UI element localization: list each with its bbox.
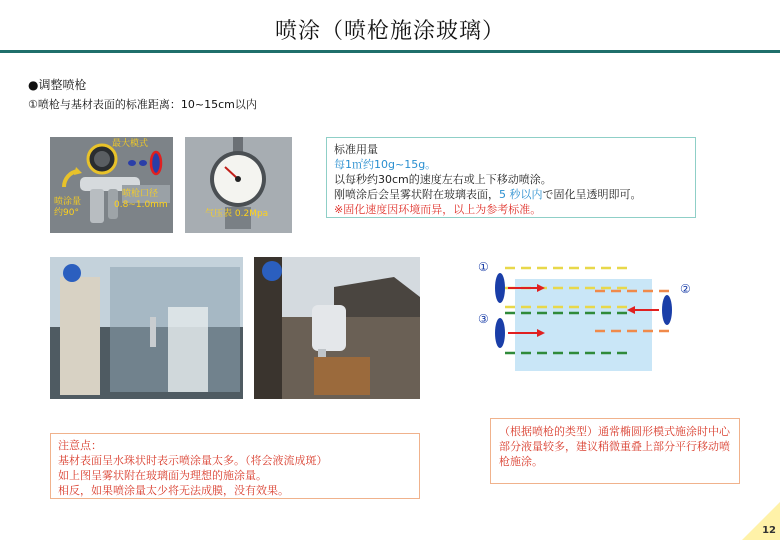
label-pressure: 气压表 0.2Mpa (205, 209, 269, 219)
spec-amount: 每1㎡约10g~15g。 (334, 158, 437, 171)
notes-line-3: 相反，如果喷涂量太少将无法成膜，没有效果。 (58, 484, 289, 497)
spray-pattern-diagram (475, 255, 705, 375)
marker-3: ③ (478, 312, 489, 326)
worker-illustration-1 (50, 257, 243, 399)
bullet: ● (28, 78, 39, 92)
spray-gun-photo (50, 137, 173, 233)
spray-gun-ellipse-1 (495, 273, 505, 303)
worker-illustration-2 (254, 257, 420, 399)
spray-pattern-note-box: （根据喷枪的类型）通常椭圆形模式施涂时中心部分液量较多，建议稍微重叠上部分平行移动喷枪施涂。 (490, 418, 740, 484)
spec-heading: 标准用量 (334, 143, 378, 156)
notes-heading: 注意点： (58, 439, 102, 452)
spec-fix-prefix: 刚喷涂后会呈雾状附在玻璃表面， (334, 188, 499, 201)
spray-pattern-svg (475, 255, 705, 375)
spec-fix-suffix: で固化呈透明即可。 (542, 188, 642, 201)
pressure-gauge-photo (185, 137, 292, 233)
spray-gun-ellipse-2 (662, 295, 672, 325)
label-max-mode: 最大模式 (112, 139, 149, 149)
label-amount-2: 约90° (54, 208, 79, 218)
spec-speed: 以每秒约30cm的速度左右或上下移动喷涂。 (334, 173, 552, 186)
page-title: 喷涂（喷枪施涂玻璃） (274, 19, 505, 44)
label-nozzle-1: 喷枪口径 (122, 189, 159, 199)
marker-1: ① (478, 260, 489, 274)
label-amount-1: 喷涂量 (54, 197, 82, 207)
spray-gun-ellipse-3 (495, 318, 505, 348)
label-nozzle-2: 0.8~1.0mm (114, 200, 168, 210)
spec-fix (334, 187, 688, 202)
section-heading (28, 76, 87, 93)
spec-remark: ※固化速度因环境而异，以上为参考标准。 (334, 203, 542, 216)
page-number: 12 (762, 525, 776, 536)
worker-spraying-photo-1 (50, 257, 243, 399)
distance-description: ①喷枪与基材表面的标准距离：10~15cm以内 (28, 98, 257, 111)
marker-2: ② (680, 282, 691, 296)
worker-spraying-photo-2 (254, 257, 420, 399)
standard-usage-box (326, 137, 696, 218)
glass-panel (515, 279, 652, 371)
section-heading-text: 调整喷枪 (38, 78, 87, 92)
notes-line-1: 基材表面呈水珠状时表示喷涂量太多。（将会液流成斑） (58, 454, 328, 467)
title-rule (0, 50, 780, 53)
notes-line-2: 如上图呈雾状附在玻璃面为理想的施涂量。 (58, 469, 267, 482)
spec-fix-time: 5 秒以内 (499, 188, 543, 201)
caution-notes-box (50, 433, 420, 499)
